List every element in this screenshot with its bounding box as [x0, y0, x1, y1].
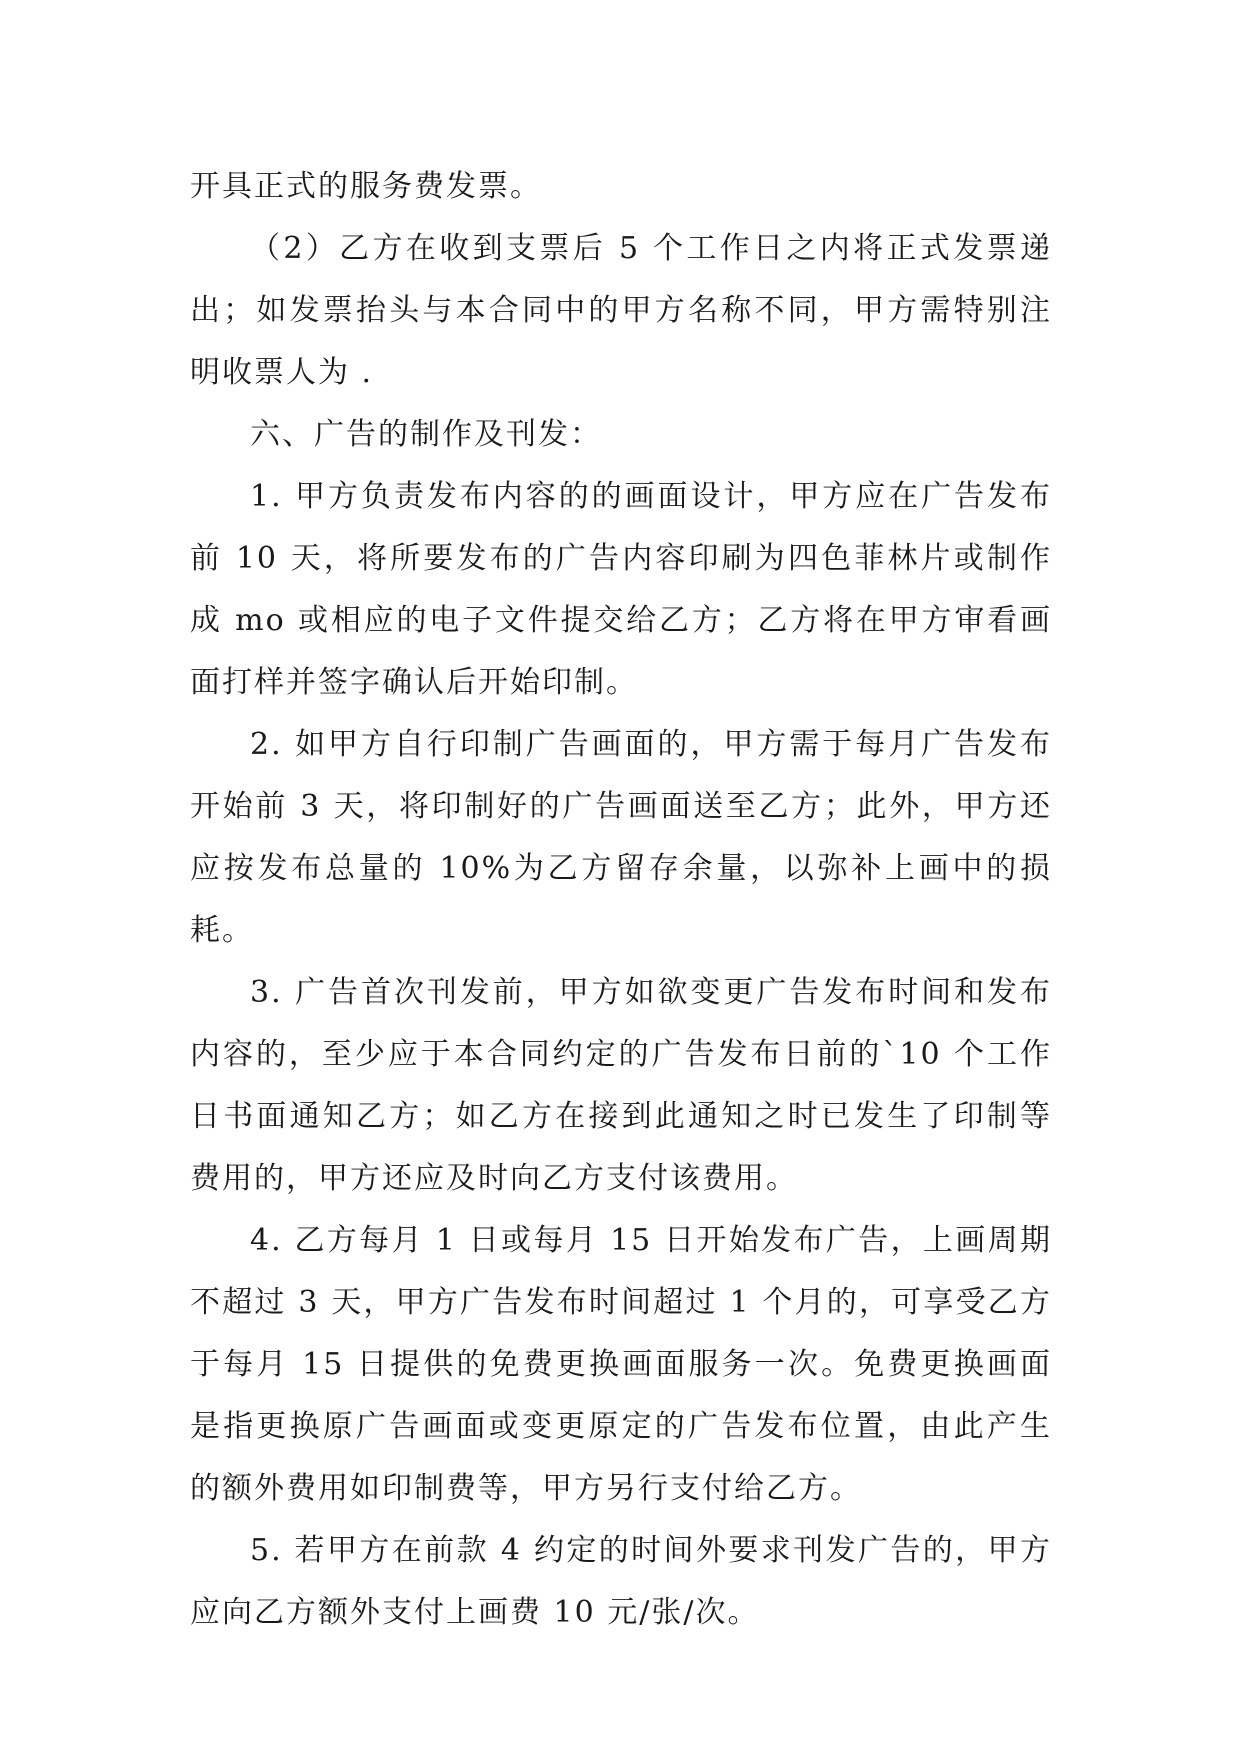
- clause-5: 5. 若甲方在前款 4 约定的时间外要求刊发广告的，甲方应向乙方额外支付上画费 10 元/张/次。: [190, 1533, 1052, 1630]
- document-page: [190, 156, 1052, 1644]
- clause-3: 3. 广告首次刊发前，甲方如欲变更广告发布时间和发布内容的，至少应于本合同约定的广告发布日前的`10 个工作日书面通知乙方；如乙方在接到此通知之时已发生了印制等费用的，甲方还应及时向乙方支付该费用。: [190, 975, 1052, 1196]
- paragraph-invoice-issue: 开具正式的服务费发票。: [190, 169, 542, 204]
- clause-4: 4. 乙方每月 1 日或每月 15 日开始发布广告，上画周期不超过 3 天，甲方广告发布时间超过 1 个月的，可享受乙方于每月 15 日提供的免费更换画面服务一次。免费更换画面是指更换原广告画面或变更原定的广告发布位置，由此产生的额外费用如印制费等，甲方另行支付给乙方。: [190, 1223, 1052, 1506]
- clause-2: 2. 如甲方自行印制广告画面的，甲方需于每月广告发布开始前 3 天，将印制好的广告画面送至乙方；此外，甲方还应按发布总量的 10%为乙方留存余量，以弥补上画中的损耗。: [190, 727, 1052, 948]
- clause-1: 1. 甲方负责发布内容的的画面设计，甲方应在广告发布前 10 天，将所要发布的广告内容印刷为四色菲林片或制作成 mo 或相应的电子文件提交给乙方；乙方将在甲方审看画面打样并签字确认后开始印制。: [190, 479, 1052, 700]
- section-heading-ad-production: 六、广告的制作及刊发：: [250, 417, 602, 452]
- paragraph-invoice-delivery: （2）乙方在收到支票后 5 个工作日之内将正式发票递出；如发票抬头与本合同中的甲方名称不同，甲方需特别注明收票人为 .: [190, 231, 1052, 390]
